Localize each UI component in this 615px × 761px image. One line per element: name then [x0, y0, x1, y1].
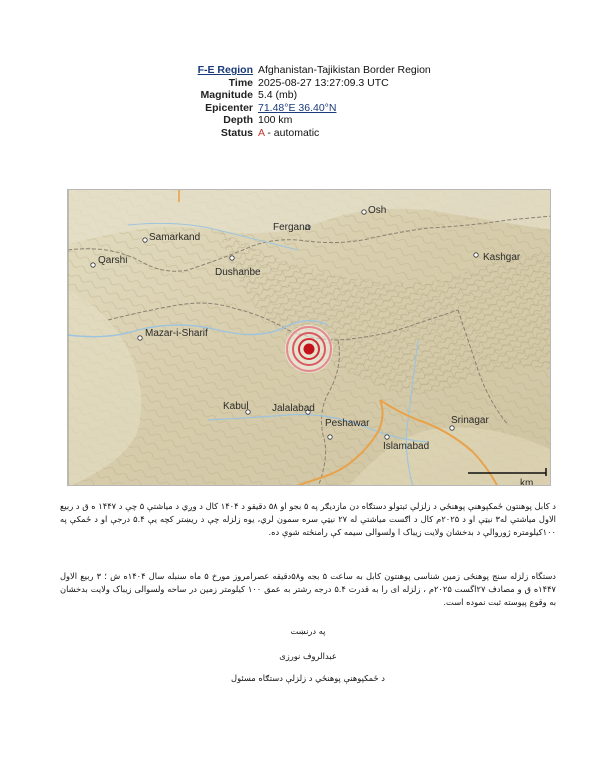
fe-region-link[interactable]: F-E Region [197, 64, 253, 76]
scale-unit: km [520, 478, 534, 486]
city-peshawar-label: Peshawar [325, 418, 370, 429]
city-qarshi-label: Qarshi [98, 255, 128, 266]
status-code: A [258, 126, 265, 139]
city-mazar [138, 328, 208, 340]
city-osh-label: Osh [368, 205, 387, 216]
signature-regards: په درنښت [290, 626, 326, 636]
city-fergana [273, 222, 311, 233]
city-jalalabad [272, 403, 315, 414]
status-row [170, 127, 431, 140]
fe-region-row [170, 64, 431, 77]
city-qarshi-dot [91, 263, 95, 267]
city-osh-dot [362, 210, 366, 214]
depth-label: Depth [223, 114, 253, 127]
epicenter-map[interactable] [67, 189, 551, 486]
depth-row [170, 114, 431, 127]
city-dushanbe-dot [230, 256, 234, 260]
magnitude-label: Magnitude [200, 89, 253, 102]
time-value: 2025-08-27 13:27:09.3 UTC [258, 76, 389, 89]
city-srinagar-dot [450, 426, 454, 430]
signature-title: د ځمکپوهنې پوهنځي د زلزلې دستګاه مسئول [231, 673, 385, 683]
epicenter-row [170, 102, 431, 115]
city-samarkand [143, 232, 200, 243]
city-samarkand-label: Samarkand [149, 232, 201, 243]
time-row [170, 77, 431, 90]
city-peshawar-dot [328, 435, 332, 439]
fe-region-value: Afghanistan-Tajikistan Border Region [258, 64, 431, 76]
depth-value: 100 km [258, 114, 293, 127]
city-jalalabad-label: Jalalabad [272, 403, 315, 414]
status-value [258, 127, 319, 140]
city-srinagar-label: Srinagar [451, 415, 489, 426]
map-canvas [68, 190, 551, 486]
city-islamabad-dot [385, 435, 389, 439]
time-label: Time [228, 76, 253, 89]
signature-name: عبدالروف نورزی [279, 651, 337, 661]
city-kashgar-dot [474, 253, 478, 257]
border-mark-north [178, 190, 180, 202]
city-samarkand-dot [143, 238, 147, 242]
epicenter-link[interactable]: 71.48°E 36.40°N [258, 101, 337, 114]
city-fergana-label: Fergana [273, 222, 311, 233]
city-kashgar-label: Kashgar [483, 252, 521, 263]
city-islamabad-label: Islamabad [383, 441, 430, 452]
status-label: Status [220, 126, 253, 139]
city-mazar-dot [138, 336, 142, 340]
magnitude-value: 5.4 (mb) [258, 89, 298, 102]
epicenter-label: Epicenter [205, 101, 253, 114]
epicenter-dot [304, 344, 315, 355]
event-info-panel [170, 64, 431, 140]
city-kabul-label: Kabul [223, 401, 249, 412]
pashto-paragraph: د کابل پوهنتون ځمکپوهنې پوهنځي د زلزلې ثبتولو دستګاه دن مازدیګر په ۵ بجو او ۵۸ دقیقو د ۱۴۰۴ کال د وږي د میاشتې ۵ چې د ۱۴۴۷ ه ق د ربیع الاول میاشتې له۳ نیټې او د ۲۰۲۵م کال د اګست میاشتې له ۲۷ نیټې سره سمون لري، یوه زلزله چې د ریښتر کچه یې ۵.۴ درجې او د ځمکې په ۱۰۰کیلومتره ژوروالې د بدخشان ولایت زیباک ا ولسوالی سیمه کې رامنځته شوې ده. [60, 501, 556, 537]
status-text: - automatic [264, 126, 320, 139]
city-mazar-label: Mazar-i-Sharif [145, 328, 208, 339]
magnitude-row [170, 89, 431, 102]
dari-paragraph: دستگاه زلزله سنج پوهنځی زمین شناسی پوهنتون کابل به ساعت ۵ بجه و۵۸دقیقه عصرامروز مورخ ۵ ماه سنبله سال ۱۴۰۴ه ش ؛ ۳ ربیع الاول ۱۴۴۷ه ق و مصادف ۲۷اگست ۲۰۲۵م ، زلزله ای را به قدرت ۵.۴ درجه رشتر به عمق ۱۰۰ کیلومتر زمین در ساحه ولسوالی زیباک ولایت بدخشان به وقوع پیوسته ثبت نموده است. [60, 571, 556, 607]
epicenter-marker[interactable] [285, 325, 333, 373]
city-dushanbe-label: Dushanbe [215, 267, 261, 278]
